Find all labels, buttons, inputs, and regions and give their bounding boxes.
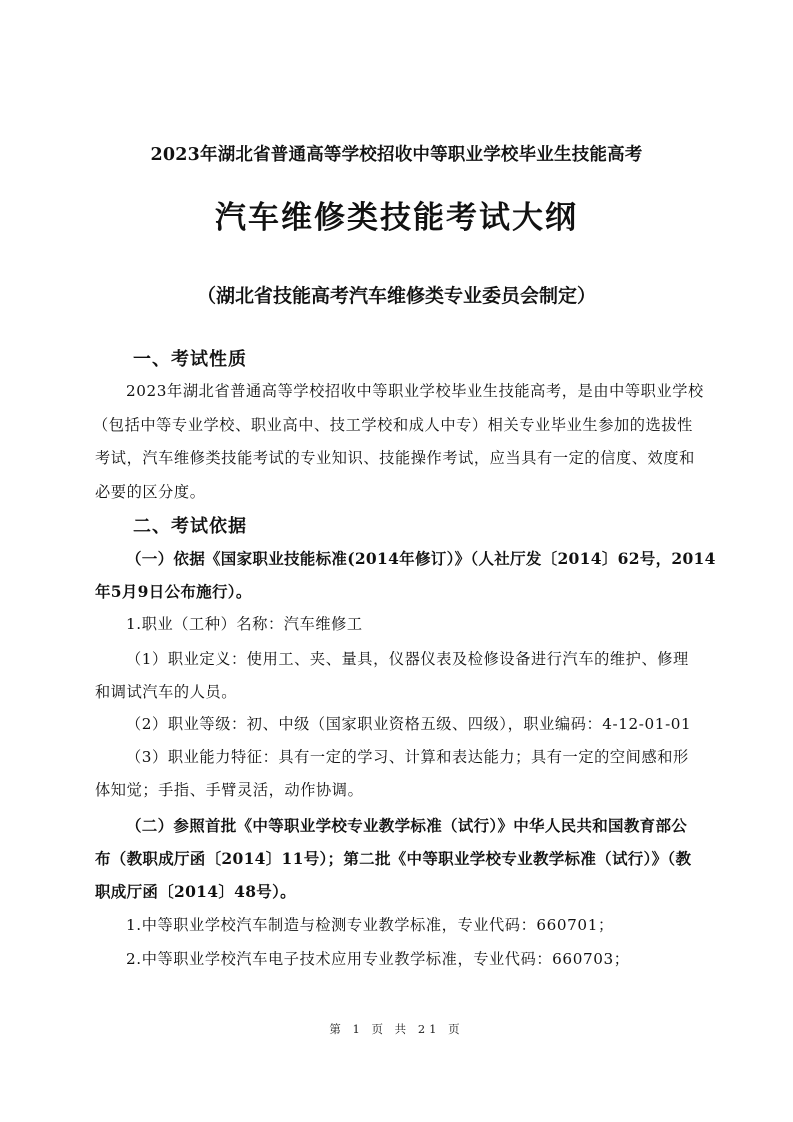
document-title: 汽车维修类技能考试大纲 [215, 200, 578, 236]
definition-line: 和调试汽车的人员。 [95, 683, 238, 701]
basis-1-line: 年5月9日公布施行）。 [95, 582, 252, 601]
basis-1-line: （一）依据《国家职业技能标准(2014年修订）》（人社厅发〔2014〕62号，2014 [126, 549, 716, 568]
occupation-level: （2）职业等级：初、中级（国家职业资格五级、四级），职业编码：4-12-01-01 [126, 715, 692, 733]
standard-item: 1.中等职业学校汽车制造与检测专业教学标准，专业代码：660701； [126, 916, 614, 934]
definition-line: （1）职业定义：使用工、夹、量具，仪器仪表及检修设备进行汽车的维护、修理 [126, 650, 689, 668]
ability-line: 体知觉；手指、手臂灵活，动作协调。 [95, 781, 364, 799]
section-heading-exam-nature: 一、考试性质 [133, 349, 247, 370]
document-subtitle: 2023年湖北省普通高等学校招收中等职业学校毕业生技能高考 [150, 145, 643, 165]
occupation-name: 1.职业（工种）名称：汽车维修工 [126, 615, 363, 633]
paragraph-line: 2023年湖北省普通高等学校招收中等职业学校毕业生技能高考，是由中等职业学校 [126, 382, 704, 400]
standard-item: 2.中等职业学校汽车电子技术应用专业教学标准，专业代码：660703； [126, 950, 630, 968]
basis-2-line: （二）参照首批《中等职业学校专业教学标准（试行）》中华人民共和国教育部公 [126, 816, 688, 835]
section-heading-exam-basis: 二、考试依据 [133, 516, 247, 537]
basis-2-line: 职成厅函〔2014〕48号）。 [95, 882, 296, 901]
paragraph-line: （包括中等专业学校、职业高中、技工学校和成人中专）相关专业毕业生参加的选拔性 [93, 416, 693, 434]
paragraph-line: 考试，汽车维修类技能考试的专业知识、技能操作考试，应当具有一定的信度、效度和 [95, 449, 695, 467]
ability-line: （3）职业能力特征：具有一定的学习、计算和表达能力；具有一定的空间感和形 [126, 748, 689, 766]
page-number-footer: 第 1 页 共 21 页 [329, 1022, 464, 1036]
basis-2-line: 布（教职成厅函〔2014〕11号）；第二批《中等职业学校专业教学标准（试行）》（教 [95, 849, 692, 868]
paragraph-line: 必要的区分度。 [95, 483, 206, 501]
committee-note: （湖北省技能高考汽车维修类专业委员会制定） [196, 285, 596, 307]
